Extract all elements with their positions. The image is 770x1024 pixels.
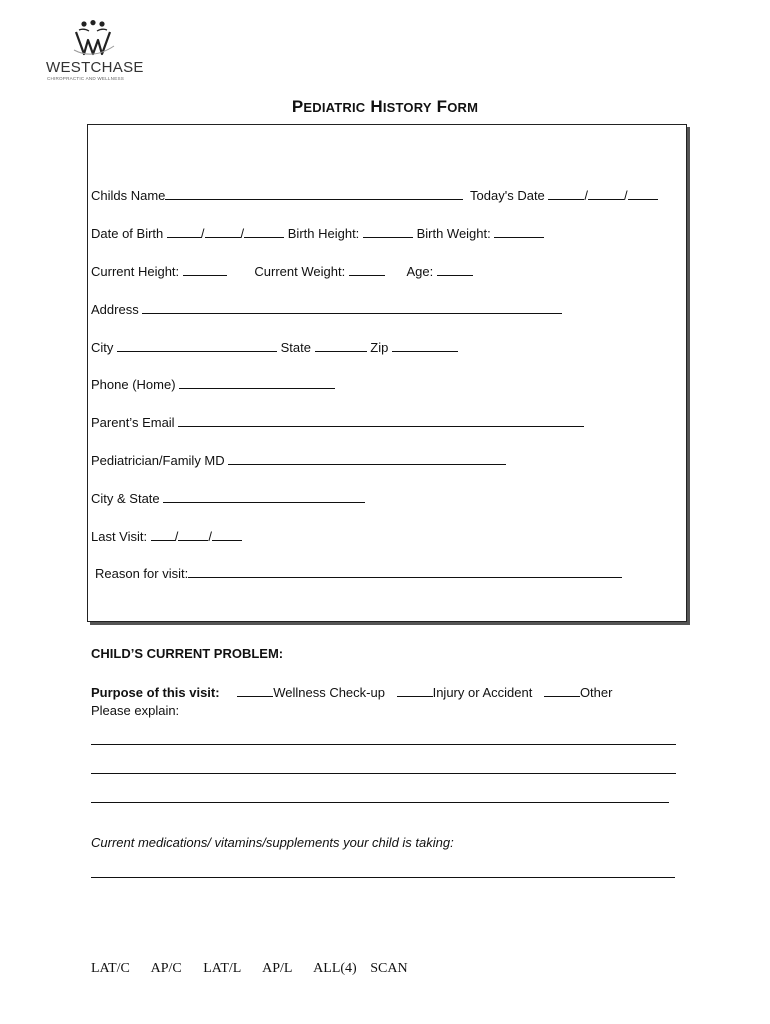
form-title xyxy=(0,97,770,117)
todays-date-day-field[interactable] xyxy=(588,187,624,200)
purpose-label: Purpose of this visit: xyxy=(91,685,220,700)
date-slash: / xyxy=(200,226,205,241)
injury-accident-blank[interactable] xyxy=(397,684,433,697)
option-injury: Injury or Accident xyxy=(432,685,533,700)
date-slash: / xyxy=(584,188,589,203)
reason-label: Reason for visit: xyxy=(95,566,189,581)
date-slash: / xyxy=(174,529,179,544)
phone-home-field[interactable] xyxy=(179,376,335,389)
phone-row xyxy=(91,376,335,392)
last-visit-day-field[interactable] xyxy=(178,528,208,541)
childs-name-row xyxy=(91,187,658,203)
birth-weight-field[interactable] xyxy=(494,225,544,238)
city-state-field[interactable] xyxy=(163,490,365,503)
xray-code: LAT/L xyxy=(203,961,242,976)
todays-date-label: Today's Date xyxy=(470,188,545,203)
title-part: H xyxy=(370,97,383,116)
city-state-row xyxy=(91,490,365,506)
title-part: ISTORY xyxy=(382,100,432,115)
dob-month-field[interactable] xyxy=(167,225,201,238)
explain-line-3[interactable] xyxy=(91,802,669,803)
title-part: ORM xyxy=(447,100,479,115)
medications-line[interactable] xyxy=(91,877,675,878)
current-height-label: Current Height: xyxy=(91,264,180,279)
other-blank[interactable] xyxy=(544,684,580,697)
pediatrician-label: Pediatrician/Family MD xyxy=(91,453,225,468)
pediatrician-row xyxy=(91,452,506,468)
xray-code: ALL(4) xyxy=(313,961,357,976)
date-of-birth-label: Date of Birth xyxy=(91,226,164,241)
city-label: City xyxy=(91,340,114,355)
title-part: F xyxy=(436,97,448,116)
date-slash: / xyxy=(624,188,628,203)
westchase-logo xyxy=(46,20,146,82)
email-row xyxy=(91,414,584,430)
current-weight-label: Current Weight: xyxy=(254,264,346,279)
title-part: P xyxy=(291,97,304,116)
last-visit-label: Last Visit: xyxy=(91,529,148,544)
birth-height-field[interactable] xyxy=(363,225,413,238)
dob-year-field[interactable] xyxy=(244,225,284,238)
explain-line-1[interactable] xyxy=(91,744,676,745)
parents-email-field[interactable] xyxy=(178,414,584,427)
xray-codes-row xyxy=(91,961,426,977)
last-visit-year-field[interactable] xyxy=(212,528,242,541)
current-problem-heading: CHILD’S CURRENT PROBLEM: xyxy=(91,646,284,661)
date-slash: / xyxy=(240,226,245,241)
reason-row xyxy=(95,565,622,581)
logo-name: WESTCHASE xyxy=(46,59,144,76)
city-state-zip-row xyxy=(91,339,458,355)
last-visit-row xyxy=(91,528,242,544)
xray-code: AP/L xyxy=(262,961,293,976)
age-label: Age: xyxy=(406,264,434,279)
childs-name-label: Childs Name xyxy=(91,188,166,203)
current-weight-field[interactable] xyxy=(349,263,385,276)
phone-home-label: Phone (Home) xyxy=(91,377,176,392)
option-wellness: Wellness Check-up xyxy=(273,685,385,700)
last-visit-month-field[interactable] xyxy=(151,528,175,541)
date-slash: / xyxy=(208,529,212,544)
childs-name-field[interactable] xyxy=(165,187,463,200)
option-other: Other xyxy=(579,685,613,700)
birth-row xyxy=(91,225,544,241)
xray-code: AP/C xyxy=(150,961,182,976)
pediatrician-field[interactable] xyxy=(228,452,506,465)
current-measures-row xyxy=(91,263,473,279)
explain-line-2[interactable] xyxy=(91,773,676,774)
state-label: State xyxy=(280,340,311,355)
parents-email-label: Parent’s Email xyxy=(91,415,175,430)
reason-field[interactable] xyxy=(188,565,622,578)
todays-date-month-field[interactable] xyxy=(548,187,584,200)
wellness-check-blank[interactable] xyxy=(237,684,273,697)
zip-label: Zip xyxy=(370,340,389,355)
dob-day-field[interactable] xyxy=(205,225,241,238)
patient-info-box xyxy=(87,124,687,622)
age-field[interactable] xyxy=(437,263,473,276)
city-field[interactable] xyxy=(117,339,277,352)
todays-date-year-field[interactable] xyxy=(628,187,658,200)
three-figures-logo-icon xyxy=(70,20,116,58)
birth-weight-label: Birth Weight: xyxy=(416,226,491,241)
birth-height-label: Birth Height: xyxy=(287,226,360,241)
address-label: Address xyxy=(91,302,139,317)
logo-tagline: CHIROPRACTIC AND WELLNESS xyxy=(47,76,124,81)
zip-field[interactable] xyxy=(392,339,458,352)
city-state-label: City & State xyxy=(91,491,160,506)
please-explain-label: Please explain: xyxy=(91,703,180,718)
xray-code: SCAN xyxy=(370,961,408,976)
current-height-field[interactable] xyxy=(183,263,227,276)
address-field[interactable] xyxy=(142,301,562,314)
address-row xyxy=(91,301,562,317)
xray-code: LAT/C xyxy=(91,961,130,976)
title-part: EDIATRIC xyxy=(303,100,366,115)
purpose-row xyxy=(91,684,612,700)
medications-label: Current medications/ vitamins/supplements your child is taking: xyxy=(91,835,454,850)
state-field[interactable] xyxy=(315,339,367,352)
